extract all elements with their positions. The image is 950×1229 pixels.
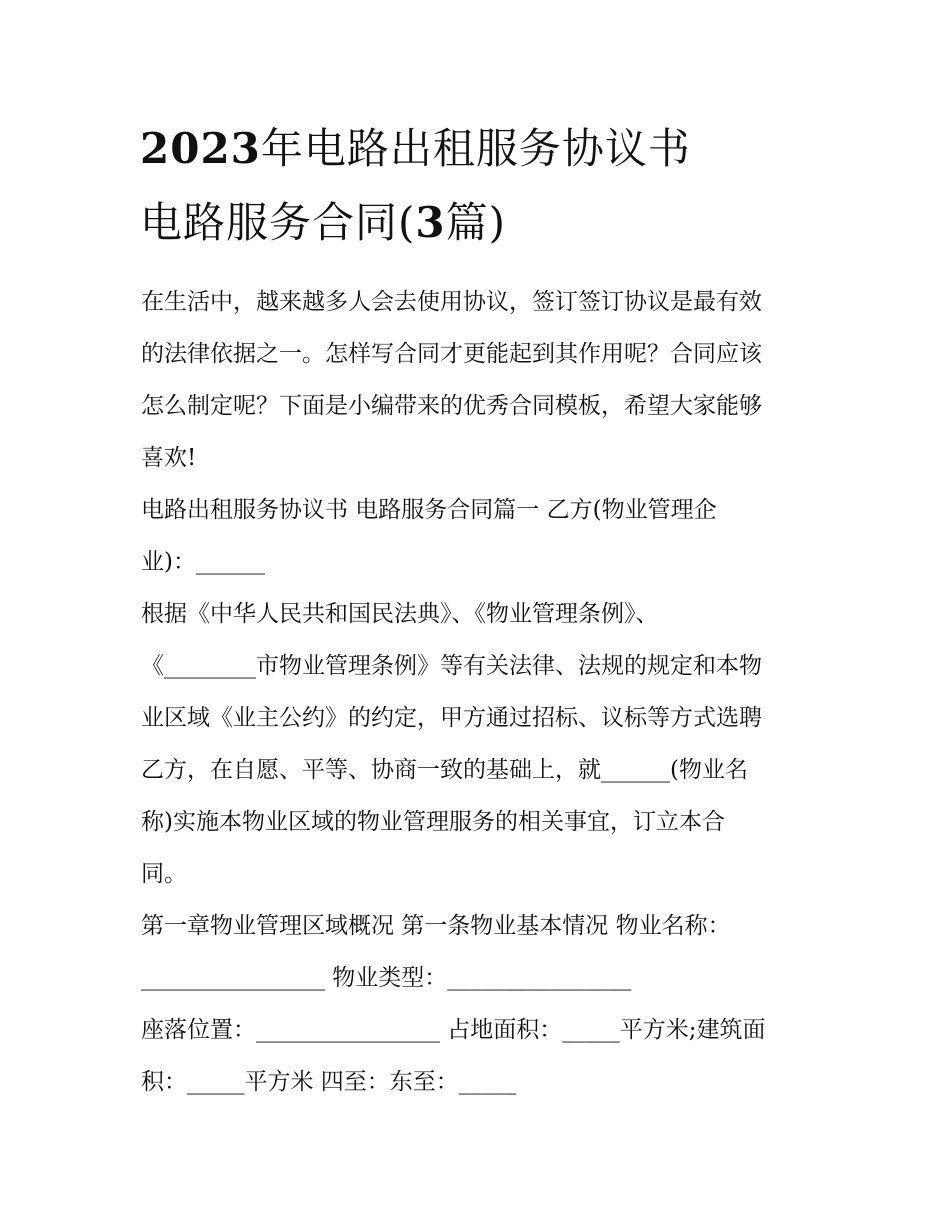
title-year: 2023 [140, 124, 261, 173]
text-line: 《________市物业管理条例》等有关法律、法规的规定和本物 [141, 653, 762, 679]
text-line: 第一章物业管理区域概况 第一条物业基本情况 物业名称： [141, 913, 731, 939]
title-line-1 [140, 112, 820, 186]
title-line-1-text: 年电路出租服务协议书 [260, 124, 691, 173]
paragraph-legal-basis [141, 588, 821, 900]
document-body [141, 276, 821, 1108]
document-title [140, 112, 820, 260]
text-line: 的法律依据之一。怎样写合同才更能起到其作用呢？合同应该 [141, 341, 762, 367]
text-line: 乙方，在自愿、平等、协商一致的基础上，就______(物业名 [141, 757, 748, 783]
paragraph-intro [141, 276, 821, 484]
text-line: ________________ 物业类型：________________ [141, 965, 632, 991]
paragraph-party-b [141, 484, 821, 588]
text-line: 怎么制定呢？下面是小编带来的优秀合同模板，希望大家能够 [141, 393, 762, 419]
paragraph-location [141, 1004, 821, 1108]
text-line: 积：_____平方米 四至：东至：_____ [141, 1069, 517, 1095]
text-line: 业区域《业主公约》的约定，甲方通过招标、议标等方式选聘 [141, 705, 762, 731]
title-line-2 [140, 186, 820, 260]
text-line: 业)：______ [141, 549, 265, 575]
text-line: 称)实施本物业区域的物业管理服务的相关事宜，订立本合 [141, 809, 725, 835]
text-line: 根据《中华人民共和国民法典》、《物业管理条例》、 [141, 601, 659, 627]
title-line-2-text: 电路服务合同( [140, 198, 416, 247]
title-count: 3 [415, 198, 446, 247]
text-line: 座落位置：________________ 占地面积：_____平方米;建筑面 [141, 1017, 766, 1043]
title-line-2-end: 篇) [445, 198, 507, 247]
text-line: 电路出租服务协议书 电路服务合同篇一 乙方(物业管理企 [141, 497, 717, 523]
text-line: 同。 [141, 861, 187, 887]
text-line: 喜欢! [141, 445, 197, 471]
paragraph-chapter-one [141, 900, 821, 1004]
text-line: 在生活中，越来越多人会去使用协议，签订签订协议是最有效 [141, 289, 762, 315]
